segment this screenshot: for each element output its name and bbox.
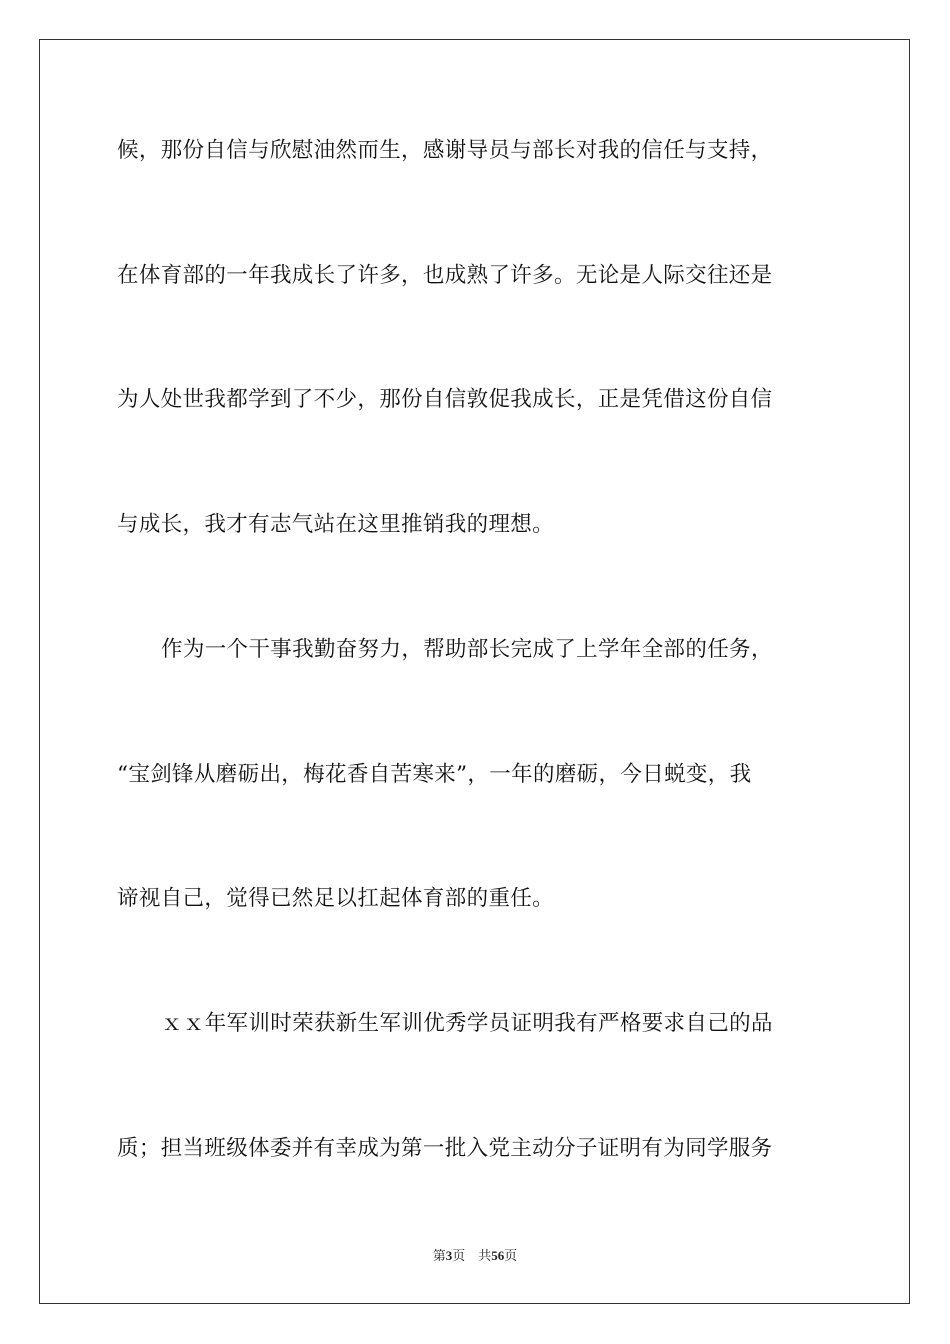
text-line: 与成长，我才有志气站在这里推销我的理想。 xyxy=(117,512,555,537)
text-line: 在体育部的一年我成长了许多，也成熟了许多。无论是人际交往还是 xyxy=(117,263,773,288)
page-footer xyxy=(0,1245,950,1264)
text-line: “宝剑锋从磨砺出，梅花香自苦寒来”，一年的磨砺，今日蜕变，我 xyxy=(117,762,752,787)
text-line: 候，那份自信与欣慰油然而生，感谢导员与部长对我的信任与支持， xyxy=(117,138,773,163)
current-page-number: 3 xyxy=(445,1248,453,1263)
text-line: 为人处世我都学到了不少，那份自信敦促我成长，正是凭借这份自信 xyxy=(117,387,773,412)
text-line: 质；担当班级体委并有幸成为第一批入党主动分子证明有为同学服务 xyxy=(117,1136,773,1161)
footer-mid: 页 共 xyxy=(452,1248,492,1263)
footer-suffix: 页 xyxy=(504,1248,518,1263)
page-border xyxy=(39,39,910,1304)
paragraph-first-line: 作为一个干事我勤奋努力，帮助部长完成了上学年全部的任务， xyxy=(161,637,773,662)
footer-prefix: 第 xyxy=(432,1248,446,1263)
text-line: 谛视自己，觉得已然足以扛起体育部的重任。 xyxy=(117,886,555,911)
total-page-count: 56 xyxy=(491,1248,505,1263)
paragraph-first-line: ｘｘ年军训时荣获新生军训优秀学员证明我有严格要求自己的品 xyxy=(161,1011,773,1036)
